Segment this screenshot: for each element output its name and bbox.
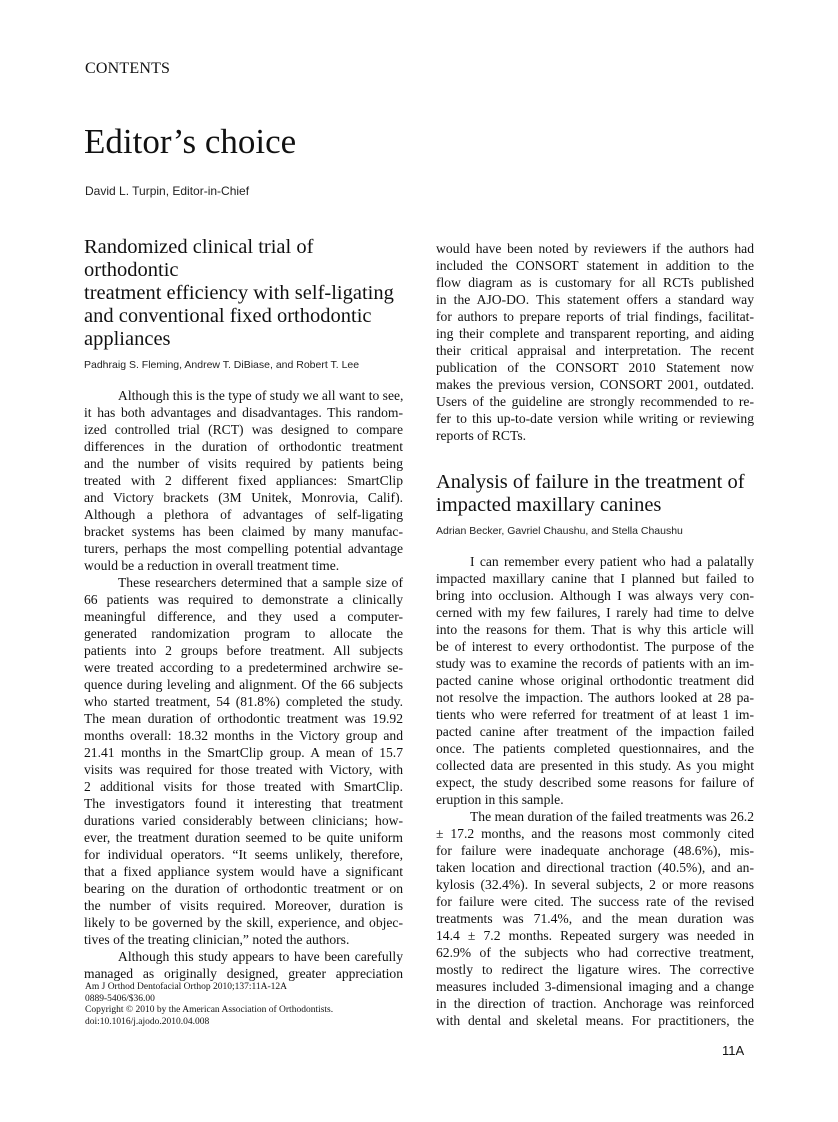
text-line: ever, the treatment duration seemed to be quite uniform — [84, 830, 403, 845]
text-line: collected data are presented in this study. As you might — [436, 758, 754, 773]
text-line: for failure were cited. The success rate of the revised — [436, 894, 754, 909]
text-line: once. The patients completed questionnaires, and the — [436, 741, 754, 756]
article-1-authors: Padhraig S. Fleming, Andrew T. DiBiase, and Robert T. Lee — [84, 359, 360, 371]
text-line: tives of the treating clinician,” noted the authors. — [84, 932, 350, 947]
text-line: Although this study appears to have been carefully — [118, 949, 403, 964]
text-line: for failure were inadequate anchorage (48.6%), mis- — [436, 843, 754, 858]
text-line: included the CONSORT statement in addition to the — [436, 258, 754, 273]
article-1-body — [84, 387, 403, 982]
article-title-line: appliances — [84, 328, 171, 350]
text-line: 62.9% of the subjects who had corrective treatment, — [436, 945, 754, 960]
article-1-body-continued — [436, 240, 754, 444]
article-title-line: Analysis of failure in the treatment of — [436, 471, 745, 493]
footer-citation — [85, 982, 333, 1028]
paragraph — [84, 948, 403, 982]
text-line: that a fixed appliance system would have a significant — [84, 864, 403, 879]
text-line: were treated according to a predetermined archwire se- — [84, 660, 403, 675]
text-line: would have been noted by reviewers if the authors had — [436, 241, 754, 256]
paragraph — [436, 808, 754, 1029]
text-line: study was to examine the records of patients with an im- — [436, 656, 754, 671]
text-line: for authors to prepare reports of trial findings, facilitat- — [436, 309, 754, 324]
text-line: 66 patients was required to demonstrate a clinically — [84, 592, 403, 607]
text-line: managed as originally designed, greater appreciation — [84, 966, 403, 981]
text-line: generated randomization program to allocate the — [84, 626, 403, 641]
text-line: eruption in this sample. — [436, 792, 564, 807]
page-number: 11A — [722, 1043, 745, 1058]
text-line: the number of visits required. Moreover, duration is — [84, 898, 403, 913]
article-title-line: treatment efficiency with self-ligating — [84, 282, 394, 304]
article-2-authors: Adrian Becker, Gavriel Chaushu, and Stella Chaushu — [436, 525, 683, 537]
text-line: visits was required for those treated with Victory, with — [84, 762, 403, 777]
article-title-line: and conventional fixed orthodontic — [84, 305, 372, 327]
citation-line: Copyright © 2010 by the American Association of Orthodontists. — [85, 1005, 334, 1015]
text-line: ized controlled trial (RCT) was designed to compare — [84, 422, 403, 437]
text-line: mostly to redirect the ligature wires. The corrective — [436, 962, 754, 977]
text-line: 14.4 ± 7.2 months. Repeated surgery was needed in — [436, 928, 754, 943]
text-line: Although a plethora of advantages of self-ligating — [84, 507, 403, 522]
text-line: durations varied considerably between clinicians; how- — [84, 813, 403, 828]
text-line: and Victory brackets (3M Unitek, Monrovia, Calif). — [84, 490, 403, 505]
article-title-line: Randomized clinical trial of orthodontic — [84, 236, 314, 281]
text-line: be of interest to every orthodontist. The purpose of the — [436, 639, 754, 654]
article-2-title — [436, 471, 754, 517]
text-line: for individual operators. “It seems unlikely, therefore, — [84, 847, 403, 862]
text-line: with dental and skeletal means. For practitioners, the — [436, 1013, 754, 1028]
text-line: bracket systems has been claimed by many manufac- — [84, 524, 403, 539]
text-line: kylosis (32.4%). In several subjects, 2 or more reasons — [436, 877, 754, 892]
text-line: taken location and directional traction (40.5%), and an- — [436, 860, 754, 875]
text-line: it has both advantages and disadvantages. This random- — [84, 405, 403, 420]
text-line: 2 additional visits for those treated with SmartClip. — [84, 779, 403, 794]
text-line: not resolve the impaction. The authors looked at 28 pa- — [436, 690, 754, 705]
text-line: patients into 2 groups before treatment. All subjects — [84, 643, 403, 658]
text-line: expect, the study described some reasons for failure of — [436, 775, 754, 790]
text-line: Users of the guideline are strongly recommended to re- — [436, 394, 754, 409]
text-line: meaningful difference, and they used a computer- — [84, 609, 403, 624]
text-line: turers, perhaps the most compelling potential advantage — [84, 541, 403, 556]
paragraph — [84, 574, 403, 948]
text-line: impacted maxillary canine that I planned but failed to — [436, 571, 754, 586]
text-line: I can remember every patient who had a palatally — [470, 554, 754, 569]
text-line: The mean duration of the failed treatments was 26.2 — [470, 809, 754, 824]
text-line: flow diagram as is customary for all RCTs published — [436, 275, 754, 290]
text-line: The investigators found it interesting that treatment — [84, 796, 403, 811]
text-line: bearing on the duration of orthodontic treatment or on — [84, 881, 403, 896]
text-line: The mean duration of orthodontic treatment was 19.92 — [84, 711, 403, 726]
citation-line: 0889-5406/$36.00 — [85, 993, 155, 1004]
paragraph — [436, 553, 754, 808]
text-line: and the number of visits required by patients being — [84, 456, 403, 471]
editor-byline: David L. Turpin, Editor-in-Chief — [85, 184, 250, 198]
text-line: differences in the duration of orthodontic treatment — [84, 439, 403, 454]
text-line: into the reasons for them. That is why this article will — [436, 622, 754, 637]
citation-line: doi:10.1016/j.ajodo.2010.04.008 — [85, 1016, 210, 1027]
right-column — [436, 240, 754, 1029]
text-line: publication of the CONSORT 2010 Statement now — [436, 360, 754, 375]
citation-line: Am J Orthod Dentofacial Orthop 2010;137:11A-12A — [85, 982, 288, 992]
article-2-body — [436, 553, 754, 1029]
text-line: 21.41 months in the SmartClip group. A mean of 15.7 — [84, 745, 403, 760]
paragraph — [436, 240, 754, 444]
text-line: their critical appraisal and interpretation. The recent — [436, 343, 754, 358]
text-line: would be a reduction in overall treatment time. — [84, 558, 340, 573]
text-line: ing their complete and transparent reporting, and aiding — [436, 326, 754, 341]
text-line: cerned with my few failures, I rarely had time to delve — [436, 605, 754, 620]
paragraph — [84, 387, 403, 574]
text-line: in the AJO-DO. This statement offers a standard way — [436, 292, 754, 307]
text-line: likely to be governed by the skill, experience, and objec- — [84, 915, 403, 930]
page-title: Editor’s choice — [84, 122, 297, 161]
text-line: in the direction of traction. Anchorage was reinforced — [436, 996, 754, 1011]
text-line: pacted canine whose original orthodontic treatment did — [436, 673, 754, 688]
text-line: reports of RCTs. — [436, 428, 527, 443]
article-title-line: impacted maxillary canines — [436, 494, 662, 516]
text-line: treated with 2 different fixed appliances: SmartClip — [84, 473, 403, 488]
text-line: months overall: 18.32 months in the Victory group and — [84, 728, 403, 743]
text-line: makes the previous version, CONSORT 2001, outdated. — [436, 377, 754, 392]
text-line: fer to this up-to-date version while writing or reviewing — [436, 411, 754, 426]
text-line: tients who were referred for treatment of at least 1 im- — [436, 707, 754, 722]
text-line: who started treatment, 54 (81.8%) completed the study. — [84, 694, 403, 709]
text-line: measures included 3-dimensional imaging and a change — [436, 979, 754, 994]
section-label: CONTENTS — [85, 60, 171, 77]
text-line: pacted canine after treatment of the impaction failed — [436, 724, 754, 739]
text-line: quence during leveling and alignment. Of the 66 subjects — [84, 677, 403, 692]
text-line: These researchers determined that a sample size of — [118, 575, 403, 590]
text-line: ± 17.2 months, and the reasons most commonly cited — [436, 826, 754, 841]
text-line: Although this is the type of study we all want to see, — [118, 388, 404, 403]
article-1-title — [84, 236, 403, 351]
text-line: bring into occlusion. Although I was always very con- — [436, 588, 754, 603]
left-column — [84, 236, 403, 982]
text-line: treatments was 71.4%, and the mean duration was — [436, 911, 754, 926]
